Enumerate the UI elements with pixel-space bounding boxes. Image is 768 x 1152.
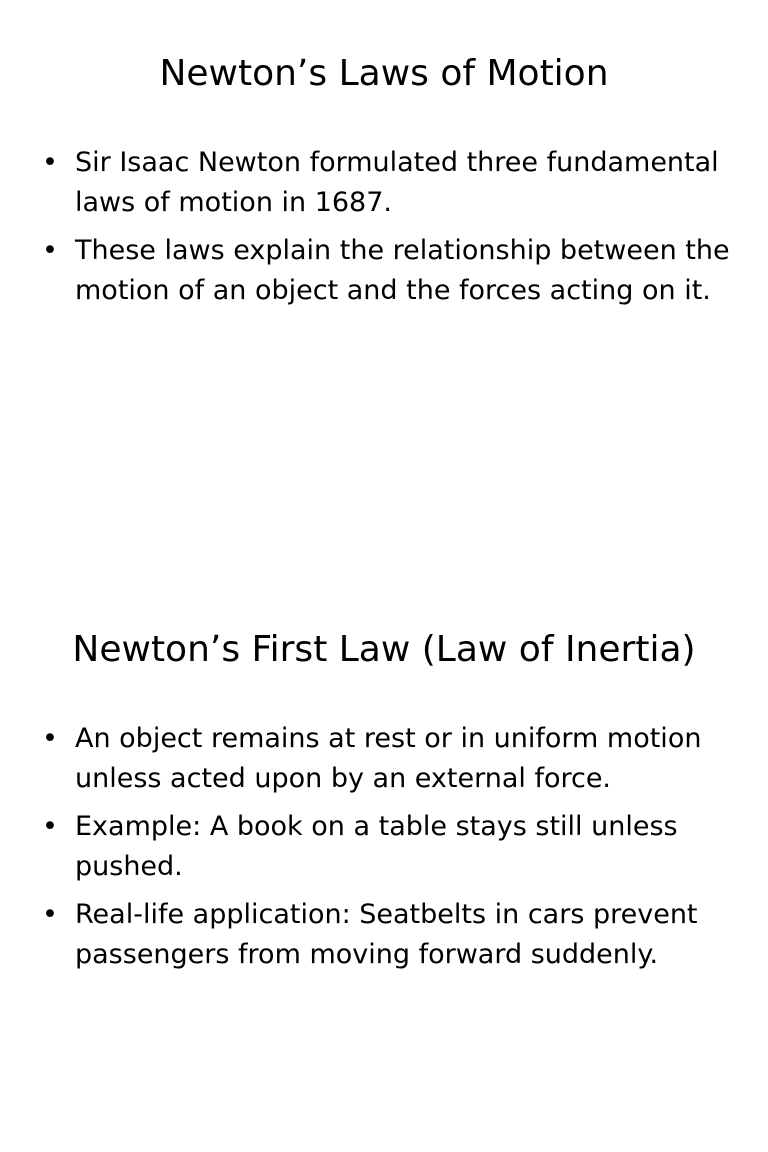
bullet-item bbox=[40, 143, 740, 223]
bullet-list bbox=[40, 719, 740, 983]
slide-first-law bbox=[0, 576, 768, 1152]
bullet-item bbox=[40, 231, 740, 311]
bullet-item bbox=[40, 895, 740, 975]
bullet-icon: • bbox=[42, 147, 58, 178]
slide-title: Newton’s First Law (Law of Inertia) bbox=[72, 629, 696, 670]
bullet-text: An object remains at rest or in uniform motion unless acted upon by an external force. bbox=[75, 723, 702, 794]
bullet-text: Sir Isaac Newton formulated three fundamental laws of motion in 1687. bbox=[75, 147, 719, 218]
bullet-text: Example: A book on a table stays still unless pushed. bbox=[75, 811, 678, 882]
bullet-text: Real-life application: Seatbelts in cars prevent passengers from moving forward suddenly. bbox=[75, 899, 698, 970]
bullet-text: These laws explain the relationship between the motion of an object and the forces acting on it. bbox=[75, 235, 730, 306]
bullet-icon: • bbox=[42, 235, 58, 266]
bullet-icon: • bbox=[42, 899, 58, 930]
bullet-list bbox=[40, 143, 740, 319]
bullet-icon: • bbox=[42, 723, 58, 754]
bullet-item bbox=[40, 719, 740, 799]
bullet-icon: • bbox=[42, 811, 58, 842]
bullet-item bbox=[40, 807, 740, 887]
slide-title: Newton’s Laws of Motion bbox=[159, 53, 609, 94]
